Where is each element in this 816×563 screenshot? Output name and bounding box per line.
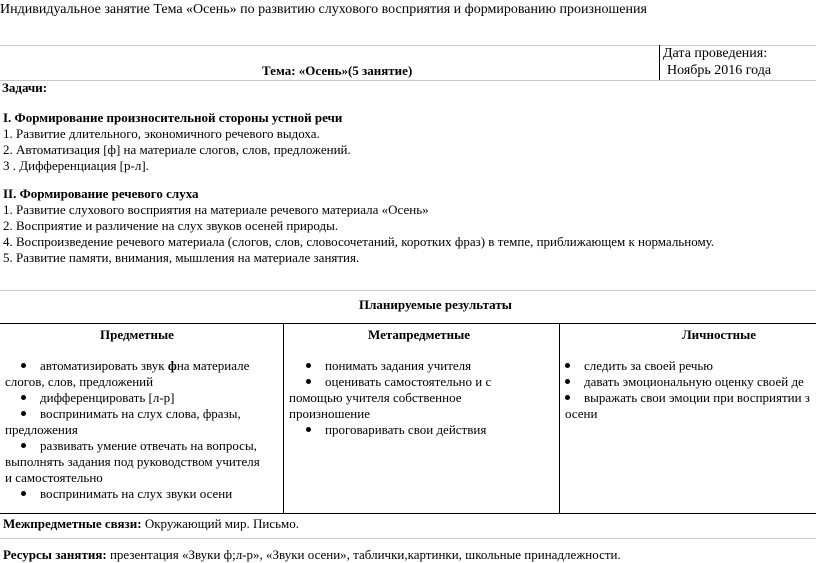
list-item: слогов, слов, предложений [5,374,154,389]
list-item: выполнять задания под руководством учителя [5,454,260,469]
column-header-subject: Предметные [100,327,174,342]
bullet-icon [21,395,26,400]
header-divider [659,45,660,81]
list-item: оценивать самостоятельно и с [306,374,491,390]
results-top-border [0,290,816,291]
list-item: выражать свои эмоции при восприятии з [565,390,810,406]
bullet-icon [565,363,570,368]
bullet-icon [21,411,26,416]
list-item: воспринимать на слух слова, фразы, [21,406,241,422]
list-item: развивать умение отвечать на вопросы, [21,438,257,454]
list-item: автоматизировать звук фна материале [21,358,249,374]
list-item: произношение [289,406,370,421]
section2-item: 2. Восприятие и различение на слух звуков осеней природы. [3,218,339,233]
lesson-resources: Ресурсы занятия: презентация «Звуки ф;л-р», «Звуки осени», таблички,картинки, школьные принадлежности. [3,547,621,562]
list-item: давать эмоциональную оценку своей де [565,374,804,390]
bullet-icon [565,379,570,384]
results-title: Планируемые результаты [359,297,512,312]
results-bottom-border [0,513,816,514]
section2-item: 4. Воспроизведение речевого материала (слогов, слов, словосочетаний, коротких фраз) в темпе, приближающем к нормальному. [3,234,715,249]
document-title: Индивидуальное занятие Тема «Осень» по развитию слухового восприятия и формированию произношения [0,2,647,17]
list-item: осени [565,406,598,421]
section2-item: 5. Развитие памяти, внимания, мышления на материале занятия. [3,250,360,265]
section1-item: 1. Развитие длительного, экономичного речевого выдоха. [3,126,320,141]
links-bottom-border [0,538,816,539]
list-item: и самостоятельно [5,470,103,485]
bullet-icon [565,395,570,400]
list-item: воспринимать на слух звуки осени [21,486,232,502]
bullet-icon [306,363,311,368]
results-col-divider [283,323,284,513]
date-value: Ноябрь 2016 года [667,63,772,78]
header-bottom-border [0,80,816,81]
section1-title: I. Формирование произносительной стороны устной речи [3,110,343,125]
bullet-icon [306,427,311,432]
list-item: помощью учителя собственное [289,390,462,405]
list-item: понимать задания учителя [306,358,471,374]
list-item: дифференцировать [л-р] [21,390,175,406]
date-label: Дата проведения: [663,46,768,61]
section1-item: 3 . Дифференциация [р-л]. [3,158,149,173]
bullet-icon [21,363,26,368]
section2-item: 1. Развитие слухового восприятия на материале речевого материала «Осень» [3,202,429,217]
list-item: проговаривать свои действия [306,422,486,438]
list-item: следить за своей речью [565,358,713,374]
list-item: предложения [5,422,78,437]
section2-title: II. Формирование речевого слуха [3,186,199,201]
bullet-icon [21,491,26,496]
bullet-icon [306,379,311,384]
tasks-heading: Задачи: [2,80,48,95]
section1-item: 2. Автоматизация [ф] на материале слогов, слов, предложений. [3,142,351,157]
lesson-topic: Тема: «Осень»(5 занятие) [262,63,413,78]
results-header-border [0,323,816,324]
interdisciplinary-links: Межпредметные связи: Окружающий мир. Письмо. [3,516,300,531]
bullet-icon [21,443,26,448]
results-col-divider [559,323,560,513]
column-header-personal: Личностные [682,327,757,342]
column-header-meta: Метапредметные [368,327,471,342]
